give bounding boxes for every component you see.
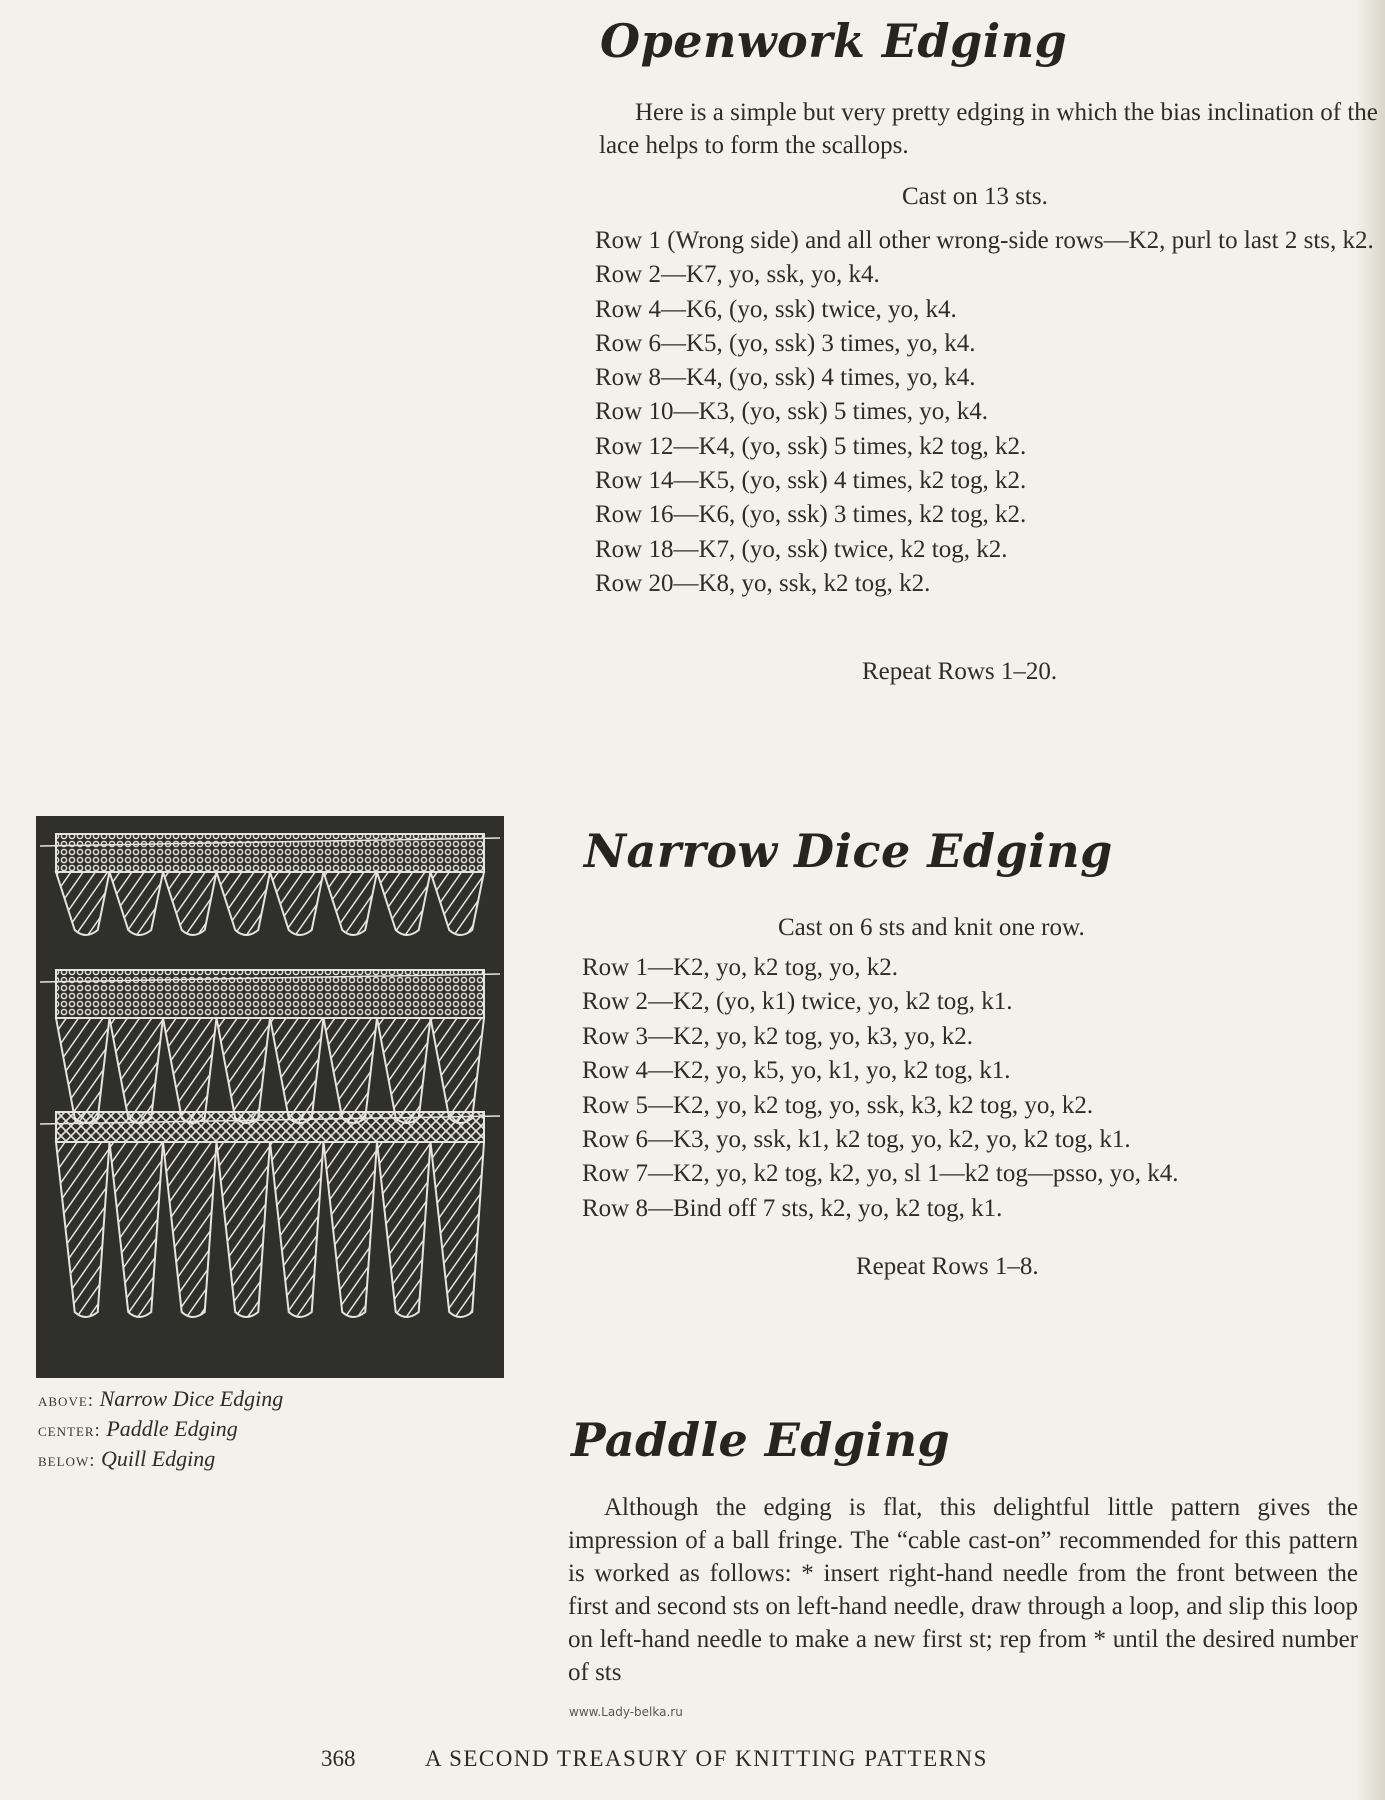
caption-below-label: below:	[38, 1450, 96, 1471]
page-number: 368	[321, 1746, 356, 1771]
paddle-band-scallop	[56, 1018, 110, 1123]
openwork-row: Row 14—K5, (yo, ssk) 4 times, k2 tog, k2.	[595, 467, 1027, 495]
narrow-dice-band-scallop	[217, 872, 271, 935]
quill-band-scallop	[377, 1142, 431, 1317]
openwork-row: Row 8—K4, (yo, ssk) 4 times, yo, k4.	[595, 364, 976, 392]
dice-row: Row 7—K2, yo, k2 tog, k2, yo, sl 1—k2 tog—psso, yo, k4.	[582, 1160, 1179, 1188]
dice-row: Row 4—K2, yo, k5, yo, k1, yo, k2 tog, k1.	[582, 1057, 1011, 1085]
dice-row: Row 6—K3, yo, ssk, k1, k2 tog, yo, k2, yo, k2 tog, k1.	[582, 1126, 1131, 1154]
narrow-dice-band-scallop	[163, 872, 217, 935]
paddle-band-header	[56, 970, 484, 1018]
paddle-title: Paddle Edging	[571, 1413, 951, 1467]
paddle-band-scallop	[163, 1018, 217, 1123]
openwork-row: Row 12—K4, (yo, ssk) 5 times, k2 tog, k2.	[595, 432, 1027, 460]
openwork-row: Row 6—K5, (yo, ssk) 3 times, yo, k4.	[595, 329, 976, 357]
caption-center	[38, 1415, 283, 1445]
narrow-dice-band-scallop	[270, 872, 324, 935]
openwork-intro: Here is a simple but very pretty edging in which the bias inclination of the lace helps to form the scallops.	[599, 99, 1378, 159]
narrow-dice-band-scallop	[324, 872, 378, 935]
openwork-row: Row 16—K6, (yo, ssk) 3 times, k2 tog, k2.	[595, 501, 1027, 529]
openwork-repeat: Repeat Rows 1–20.	[862, 658, 1058, 685]
dice-row: Row 5—K2, yo, k2 tog, yo, ssk, k3, k2 tog, yo, k2.	[582, 1091, 1094, 1119]
caption-center-label: center:	[38, 1420, 101, 1441]
book-title: A SECOND TREASURY OF KNITTING PATTERNS	[425, 1746, 988, 1771]
caption-above-label: above:	[38, 1390, 95, 1411]
caption-above	[38, 1385, 283, 1415]
caption-center-value: Paddle Edging	[106, 1416, 238, 1441]
quill-band-scallop	[431, 1142, 485, 1317]
quill-band-scallop	[324, 1142, 378, 1317]
narrow-dice-band-header	[56, 834, 484, 872]
narrow-dice-band-scallop	[110, 872, 164, 935]
caption-below	[38, 1445, 283, 1475]
dice-cast-on: Cast on 6 sts and knit one row.	[778, 914, 1085, 941]
quill-band-scallop	[56, 1142, 110, 1317]
openwork-rows	[595, 224, 1385, 601]
dice-row: Row 8—Bind off 7 sts, k2, yo, k2 tog, k1.	[582, 1194, 1003, 1222]
paddle-band-scallop	[377, 1018, 431, 1123]
quill-band-scallop	[270, 1142, 324, 1317]
watermark: www.Lady-belka.ru	[569, 1705, 683, 1719]
openwork-row: Row 2—K7, yo, ssk, yo, k4.	[595, 261, 880, 289]
lace-edgings-photo	[36, 816, 504, 1378]
paddle-band-scallop	[431, 1018, 485, 1123]
caption-below-value: Quill Edging	[101, 1446, 216, 1471]
openwork-row: Row 20—K8, yo, ssk, k2 tog, k2.	[595, 569, 931, 597]
openwork-title: Openwork Edging	[600, 14, 1068, 68]
narrow-dice-band-scallop	[56, 872, 110, 935]
dice-repeat: Repeat Rows 1–8.	[856, 1253, 1039, 1280]
dice-row: Row 1—K2, yo, k2 tog, yo, k2.	[582, 954, 898, 981]
openwork-row: Row 1 (Wrong side) and all other wrong-side rows—K2, purl to last 2 sts, k2.	[595, 227, 1374, 254]
lace-edgings-illustration	[36, 816, 504, 1378]
quill-band-scallop	[217, 1142, 271, 1317]
openwork-cast-on: Cast on 13 sts.	[902, 183, 1048, 210]
paddle-band-scallop	[110, 1018, 164, 1123]
paddle-band-scallop	[324, 1018, 378, 1123]
dice-row: Row 2—K2, (yo, k1) twice, yo, k2 tog, k1.	[582, 988, 1013, 1016]
quill-band-scallop	[110, 1142, 164, 1317]
dice-row: Row 3—K2, yo, k2 tog, yo, k3, yo, k2.	[582, 1022, 973, 1050]
paddle-intro: Although the edging is flat, this delightful little pattern gives the impression of a ball fringe. The “cable cast-on” recommended for this pattern is worked as follows: * insert right-hand needle from the front between the first and second sts on left-hand needle, draw through a loop, and slip this loop on left-hand needle to make a new first st; rep from * until the desired number of sts	[568, 1494, 1358, 1686]
dice-title: Narrow Dice Edging	[584, 824, 1113, 878]
narrow-dice-band-scallop	[431, 872, 485, 935]
photo-caption	[38, 1385, 283, 1475]
openwork-row: Row 10—K3, (yo, ssk) 5 times, yo, k4.	[595, 398, 989, 426]
quill-band-header	[56, 1112, 484, 1142]
openwork-row: Row 4—K6, (yo, ssk) twice, yo, k4.	[595, 295, 957, 323]
openwork-row: Row 18—K7, (yo, ssk) twice, k2 tog, k2.	[595, 535, 1008, 563]
narrow-dice-band-scallop	[377, 872, 431, 935]
caption-above-value: Narrow Dice Edging	[99, 1386, 284, 1411]
paddle-band-scallop	[217, 1018, 271, 1123]
paddle-band-scallop	[270, 1018, 324, 1123]
quill-band-scallop	[163, 1142, 217, 1317]
dice-rows	[582, 951, 1342, 1226]
